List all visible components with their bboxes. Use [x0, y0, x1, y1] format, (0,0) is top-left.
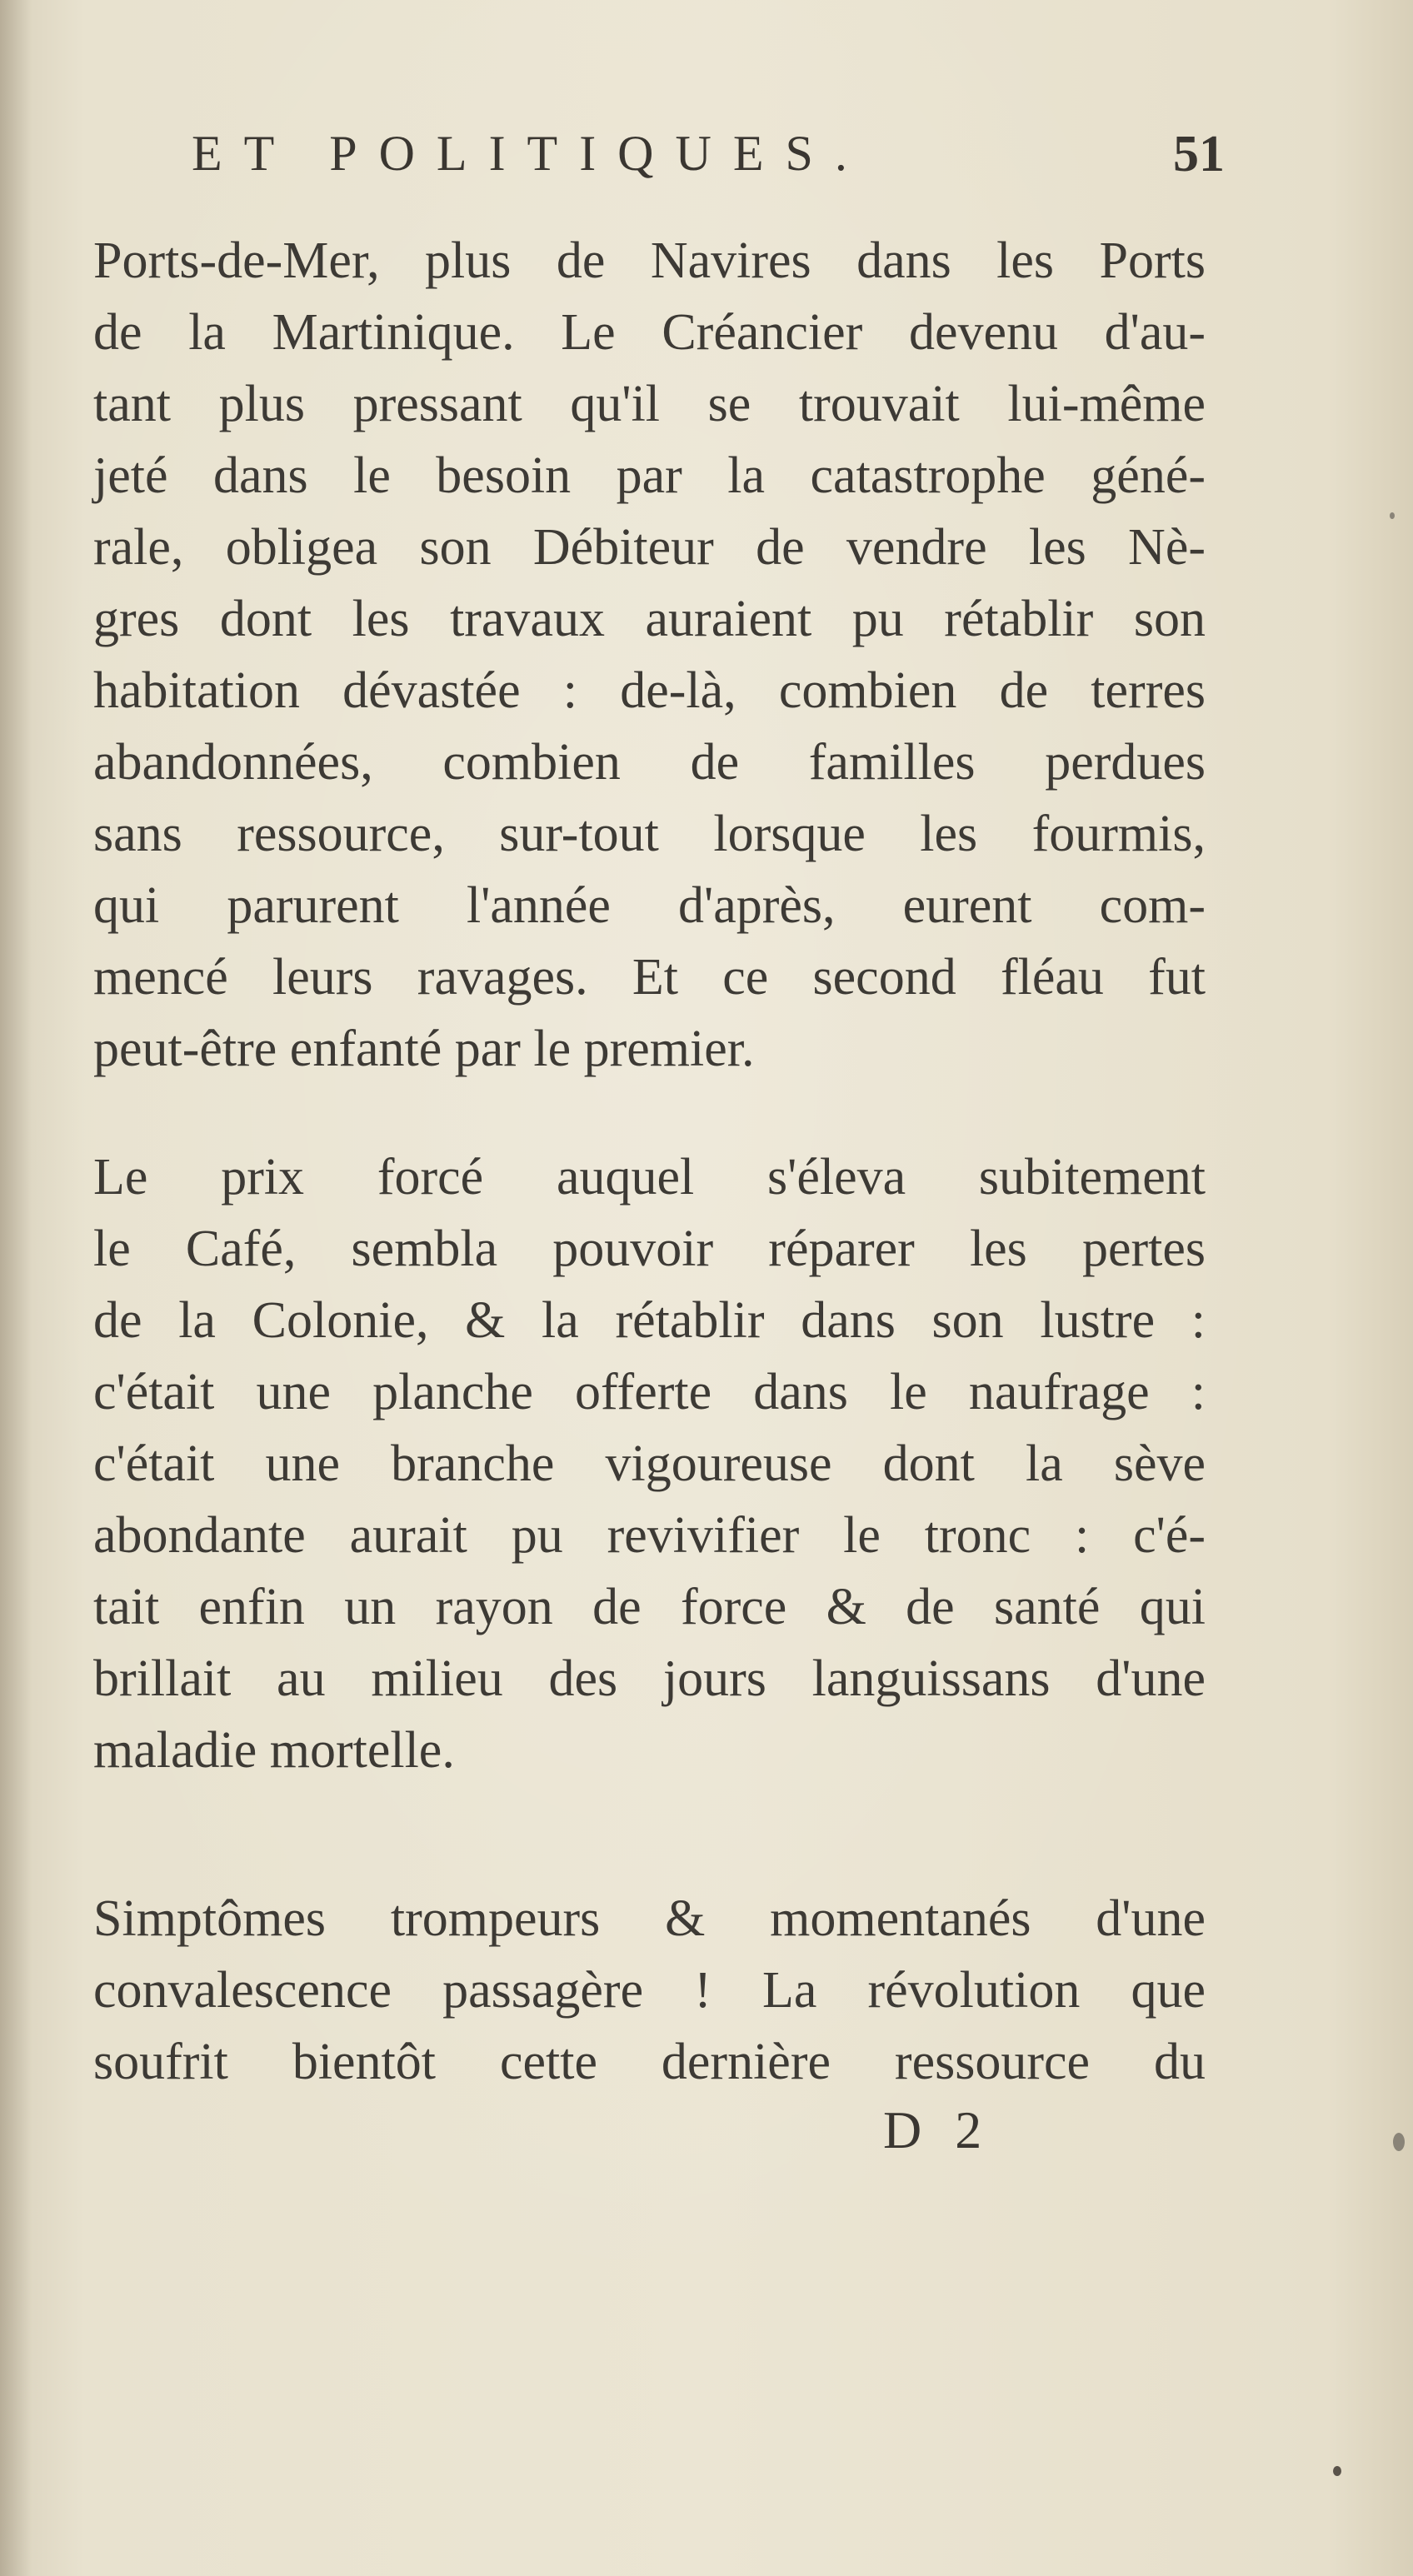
paragraph-3: [93, 1883, 1206, 2098]
text-line: brillait au milieu des jours languissans d'une: [93, 1650, 1206, 1707]
paragraph-1: [93, 225, 1206, 1085]
text-line: abandonnées, combien de familles perdues: [93, 734, 1206, 791]
text-line: habitation dévastée : de-là, combien de terres: [93, 662, 1206, 719]
paper-speck: [1393, 2133, 1405, 2151]
text-line: tait enfin un rayon de force & de santé qui: [93, 1579, 1206, 1635]
text-line: peut-être enfanté par le premier.: [93, 1021, 755, 1077]
text-line: qui parurent l'année d'après, eurent com-: [93, 877, 1206, 934]
paper-speck: [1390, 512, 1395, 519]
text-line: de la Martinique. Le Créancier devenu d'au-: [93, 304, 1206, 361]
text-line: abondante aurait pu revivifier le tronc : c'é-: [93, 1507, 1206, 1564]
text-line: convalescence passagère ! La révolution que: [93, 1962, 1206, 2019]
text-line: gres dont les travaux auraient pu rétablir son: [93, 591, 1206, 647]
text-line: de la Colonie, & la rétablir dans son lustre :: [93, 1292, 1206, 1349]
text-line: Simptômes trompeurs & momentanés d'une: [93, 1890, 1206, 1947]
page-number: 51: [1173, 126, 1225, 182]
text-line: c'était une planche offerte dans le naufrage :: [93, 1364, 1206, 1420]
signature-mark: D 2: [883, 2100, 992, 2159]
text-line: le Café, sembla pouvoir réparer les pertes: [93, 1221, 1206, 1277]
text-line: mencé leurs ravages. Et ce second fléau fut: [93, 949, 1206, 1006]
text-line: rale, obligea son Débiteur de vendre les Nè-: [93, 519, 1206, 576]
text-line: maladie mortelle.: [93, 1722, 455, 1779]
running-head: ET POLITIQUES.: [192, 126, 869, 181]
page-header: [192, 125, 1225, 200]
text-line: c'était une branche vigoureuse dont la sève: [93, 1435, 1206, 1492]
paragraph-2: [93, 1141, 1206, 1786]
text-line: Ports-de-Mer, plus de Navires dans les Ports: [93, 232, 1206, 289]
text-line: Le prix forcé auquel s'éleva subitement: [93, 1149, 1206, 1206]
text-line: soufrit bientôt cette dernière ressource du: [93, 2034, 1206, 2090]
text-line: sans ressource, sur-tout lorsque les fourmis,: [93, 806, 1206, 862]
text-line: jeté dans le besoin par la catastrophe géné-: [93, 447, 1206, 504]
spine-shadow: [0, 0, 32, 2576]
paper-speck: [1333, 2466, 1341, 2476]
text-line: tant plus pressant qu'il se trouvait lui-même: [93, 376, 1206, 432]
